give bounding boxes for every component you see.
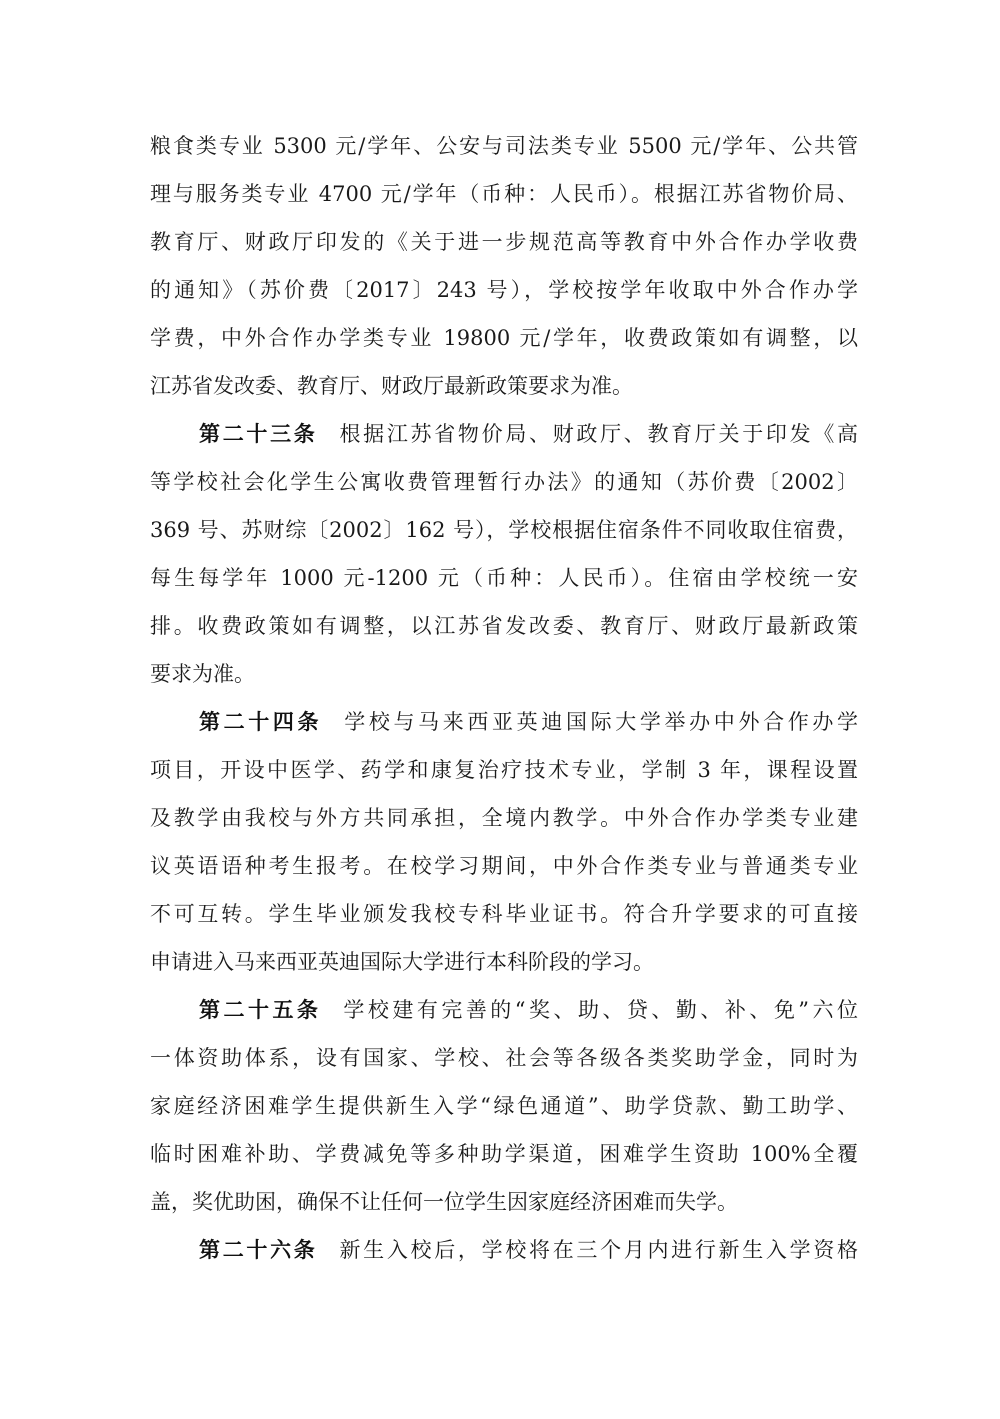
text-line: 要求为准。 — [150, 662, 255, 686]
text-line: 及教学由我校与外方共同承担，全境内教学。中外合作办学类专业建 — [150, 806, 858, 830]
text-line: 每生每学年 1000 元-1200 元（币种：人民币）。住宿由学校统一安 — [150, 566, 858, 590]
article-26 — [150, 1226, 858, 1274]
document-page — [150, 122, 858, 1274]
article-23 — [150, 410, 858, 698]
text-line: 排。收费政策如有调整，以江苏省发改委、教育厅、财政厅最新政策 — [150, 614, 858, 638]
article-heading: 第二十三条 — [199, 422, 318, 446]
text-line: 的通知》（苏价费〔2017〕243 号），学校按学年收取中外合作办学 — [150, 278, 858, 302]
text-line: 江苏省发改委、教育厅、财政厅最新政策要求为准。 — [150, 374, 633, 398]
text-line: 盖，奖优助困，确保不让任何一位学生因家庭经济困难而失学。 — [150, 1190, 738, 1214]
text-line: 学费，中外合作办学类专业 19800 元/学年，收费政策如有调整，以 — [150, 326, 858, 350]
text-line: 教育厅、财政厅印发的《关于进一步规范高等教育中外合作办学收费 — [150, 230, 858, 254]
article-text: 学校与马来西亚英迪国际大学举办中外合作办学 — [344, 710, 858, 734]
article-heading: 第二十六条 — [199, 1238, 318, 1262]
article-heading: 第二十五条 — [199, 998, 322, 1022]
text-line: 369 号、苏财综〔2002〕162 号），学校根据住宿条件不同收取住宿费， — [150, 518, 858, 542]
text-line: 申请进入马来西亚英迪国际大学进行本科阶段的学习。 — [150, 950, 654, 974]
text-line — [150, 1226, 858, 1274]
text-line: 不可互转。学生毕业颁发我校专科毕业证书。符合升学要求的可直接 — [150, 902, 858, 926]
article-25 — [150, 986, 858, 1226]
text-line: 项目，开设中医学、药学和康复治疗技术专业，学制 3 年，课程设置 — [150, 758, 858, 782]
text-line: 家庭经济困难学生提供新生入学“绿色通道”、助学贷款、勤工助学、 — [150, 1094, 858, 1118]
article-heading: 第二十四条 — [199, 710, 323, 734]
article-text: 学校建有完善的“奖、助、贷、勤、补、免”六位 — [343, 998, 858, 1022]
text-line: 理与服务类专业 4700 元/学年（币种：人民币）。根据江苏省物价局、 — [150, 182, 858, 206]
article-24 — [150, 698, 858, 986]
paragraph-continuation — [150, 122, 858, 410]
text-line: 等学校社会化学生公寓收费管理暂行办法》的通知（苏价费〔2002〕 — [150, 470, 858, 494]
text-line — [150, 698, 858, 746]
text-line: 粮食类专业 5300 元/学年、公安与司法类专业 5500 元/学年、公共管 — [150, 134, 858, 158]
text-line: 议英语语种考生报考。在校学习期间，中外合作类专业与普通类专业 — [150, 854, 858, 878]
article-text: 新生入校后，学校将在三个月内进行新生入学资格 — [339, 1238, 858, 1262]
text-line: 临时困难补助、学费减免等多种助学渠道，困难学生资助 100%全覆 — [150, 1142, 858, 1166]
article-text: 根据江苏省物价局、财政厅、教育厅关于印发《高 — [339, 422, 858, 446]
text-line — [150, 410, 858, 458]
text-line: 一体资助体系，设有国家、学校、社会等各级各类奖助学金，同时为 — [150, 1046, 858, 1070]
text-line — [150, 986, 858, 1034]
